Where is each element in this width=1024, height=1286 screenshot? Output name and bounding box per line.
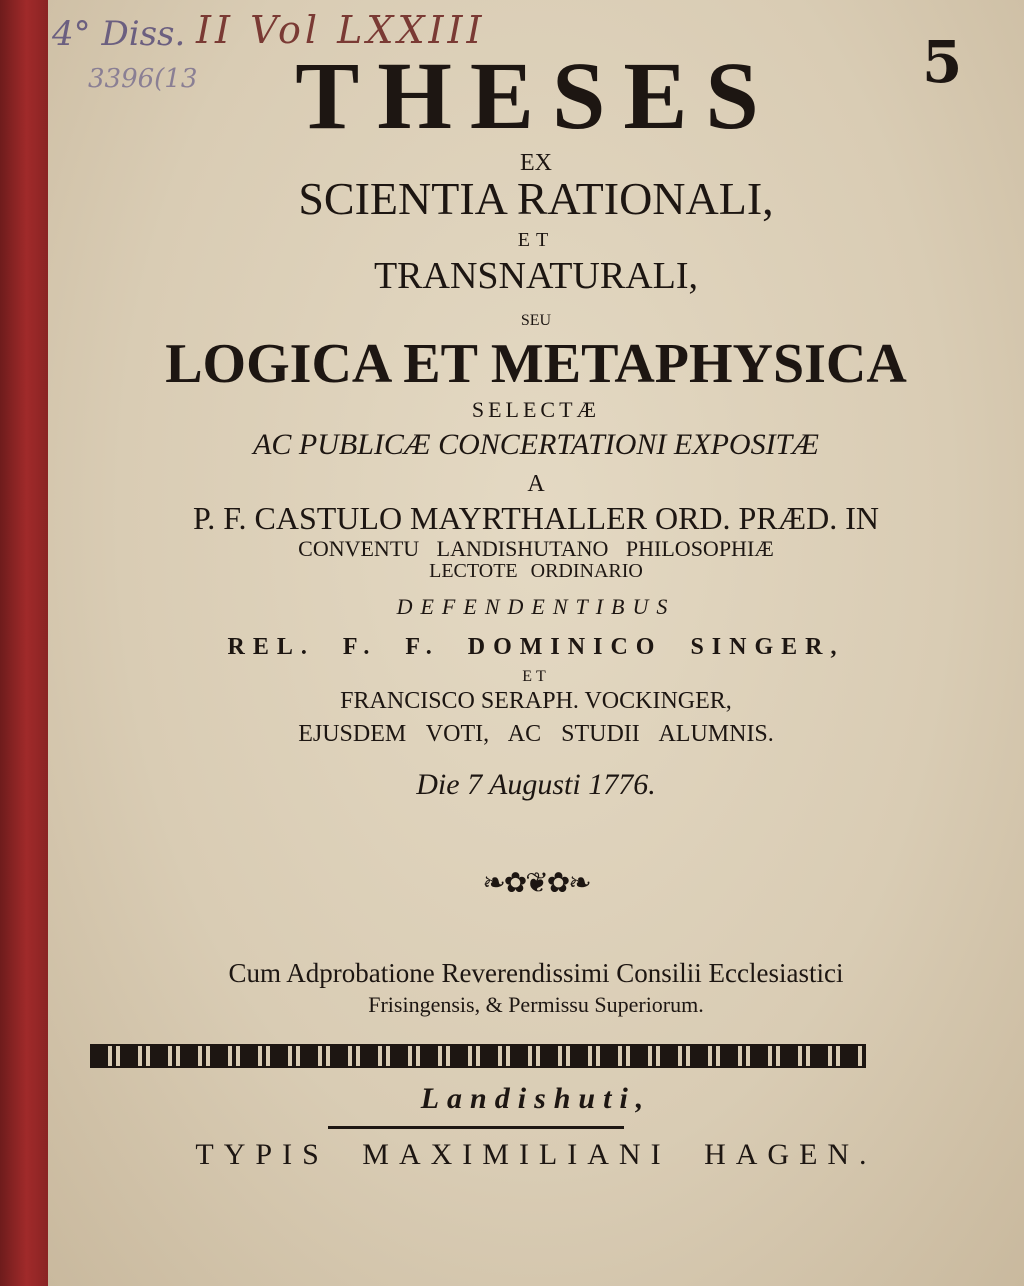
approbation-line-1: Cum Adprobatione Reverendissimi Consilii Ecclesiastici bbox=[228, 958, 844, 988]
author-lectote: LECTOTE ORDINARIO bbox=[429, 560, 643, 582]
defendentibus-heading: DEFENDENTIBUS bbox=[396, 594, 676, 619]
subtitle-seu: SEU bbox=[520, 312, 552, 329]
imprint-printer: TYPIS MAXIMILIANI HAGEN. bbox=[195, 1138, 877, 1171]
author-conventu: CONVENTU LANDISHUTANO PHILOSOPHIÆ bbox=[298, 536, 774, 561]
defendant-et: ET bbox=[522, 668, 550, 685]
shelfmark-annotation: 4° Diss. bbox=[52, 14, 186, 54]
subtitle-line-2: TRANSNATURALI, bbox=[373, 255, 699, 297]
imprint-rule bbox=[328, 1126, 624, 1129]
date-line: Die 7 Augusti 1776. bbox=[416, 768, 656, 801]
approbation-line-2: Frisingensis, & Permissu Superiorum. bbox=[368, 992, 704, 1017]
subtitle-selectae: SELECTÆ bbox=[471, 397, 601, 422]
book-binding-edge bbox=[0, 0, 48, 1286]
defendant-second: FRANCISCO SERAPH. VOCKINGER, bbox=[340, 688, 732, 714]
shelfmark-number-annotation: 3396(13 bbox=[88, 64, 198, 94]
printer-ornament-icon: ❧✿❦✿❧ bbox=[482, 868, 590, 899]
subtitle-et: ET bbox=[517, 229, 555, 251]
author-name: P. F. CASTULO MAYRTHALLER ORD. PRÆD. IN bbox=[193, 500, 879, 536]
main-title: THESES bbox=[295, 42, 777, 149]
defendant-first: REL. F. F. DOMINICO SINGER, bbox=[227, 634, 845, 660]
subtitle-ex: EX bbox=[520, 150, 552, 176]
author-a: A bbox=[527, 471, 545, 497]
subtitle-line-1: SCIENTIA RATIONALI, bbox=[298, 173, 774, 224]
imprint-place: Landishuti, bbox=[420, 1082, 652, 1115]
title-page bbox=[48, 0, 1024, 1286]
subtitle-line-3: LOGICA ET METAPHYSICA bbox=[165, 333, 907, 395]
defendant-ejusdem: EJUSDEM VOTI, AC STUDII ALUMNIS. bbox=[298, 721, 774, 747]
page-number-annotation: 5 bbox=[922, 28, 963, 96]
volume-annotation: II Vol LXXIII bbox=[196, 8, 486, 52]
subtitle-exposita: AC PUBLICÆ CONCERTATIONI EXPOSITÆ bbox=[253, 428, 819, 461]
decorative-border bbox=[90, 1044, 866, 1068]
